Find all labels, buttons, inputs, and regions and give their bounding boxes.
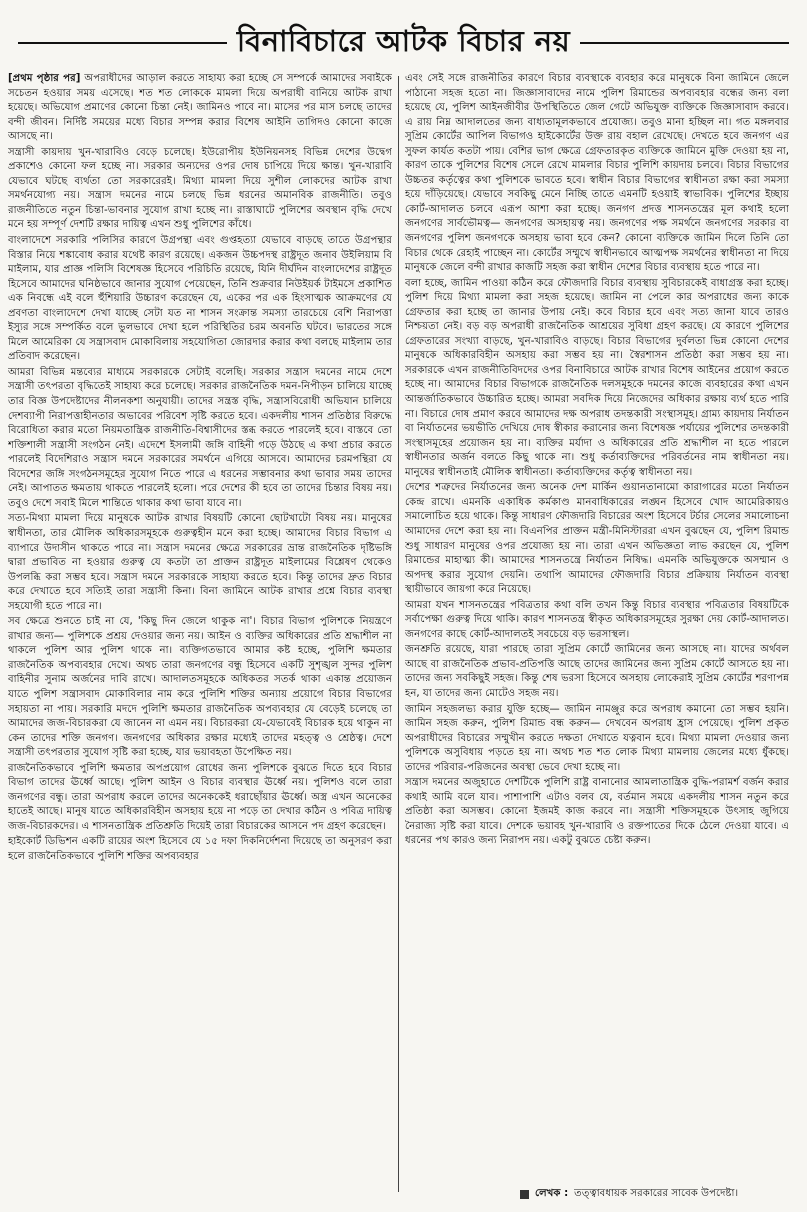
- paragraph: সন্ত্রাসী কায়দায় খুন-খারাবিও বেড়ে চলেছে। ইউরোপীয় ইউনিয়নসহ বিভিন্ন দেশের উদ্বেগ প্রকাশেও কোনো ফল হচ্ছে না। সরকার অন্যদের ওপর দোষ চাপিয়ে দিয়ে ক্ষান্ত। খুন-খারাবি যেভাবে ঘটছে ব্যর্থতা তো সরকারেরই। মিথ্যা মামলা দিয়ে সুশীল লোকদের আটক রাখা সমর্থনযোগ্য নয়। সন্ত্রাস দমনের নামে চলছে ভিন্ন ধরনের অমানবিক রাজনীতি। তবুও রাজনীতিতে নতুন চিন্তা-ভাবনার সুযোগ রাখা হচ্ছে না। রাস্তাঘাটে পুলিশের অবস্থান বৃদ্ধি দেখে মনে হয় সম্পূর্ণ দেশটি রক্ষার দায়িত্ব এখন শুধু পুলিশের কাঁধে।: [8, 146, 392, 231]
- headline-rule-right: [580, 42, 789, 44]
- paragraph: দেশের শত্রুদের নির্যাতনের জন্য অনেক দেশ মার্কিন গুয়ানতানামো কারাগারের মতো নির্যাতন কেন্দ্র রাখে। এমনকি একাধিক কর্মকাণ্ড মানবাধিকারের লঙ্ঘন হিসেবে খোদ আমেরিকায়ও সমালোচিত হয়ে থাকে। কিন্তু সাধারণ ফৌজদারি বিচারের অংশ হিসেবে টর্চার সেলের সমালোচনা আমাদের দেশে করা হয় না। বিএনপির প্রাক্তন মন্ত্রী-মিনিস্টাররা এখন বুঝছেন যে, পুলিশ রিমান্ড শুধু সাধারণ মানুষের ওপর প্রযোজ্য হয় না। তারা এখন অভিজ্ঞতা লাভ করছেন যে, পুলিশ রিমান্ডের মাহাত্ম্য কী। আমাদের শাসনতন্ত্রে নির্যাতন নিষিদ্ধ। এমনকি অভিযুক্তকে অসম্মান ও অপদস্থ করার সুযোগ দেয়নি। তথাপি আমাদের ফৌজদারি বিচার প্রক্রিয়ায় নির্যাতন ব্যবস্থা স্থায়ীভাবে জায়গা করে নিয়েছে।: [405, 482, 789, 596]
- paragraph: সত্য-মিথ্যা মামলা দিয়ে মানুষকে আটক রাখার বিষয়টি কোনো ছোটখাটো বিষয় নয়। মানুষের স্বাধীনতা, তার মৌলিক অধিকারসমূহকে গুরুত্বহীন মনে করা হচ্ছে। আমাদের বিচার বিভাগ এ ব্যাপারে উদাসীন থাকতে পারে না। সন্ত্রাস দমনের ক্ষেত্রে সরকারের ভ্রান্ত রাজনৈতিক দৃষ্টিভঙ্গি দ্বারা প্রভাবিত না হওয়ার গুরুত্ব যে কতটা তা প্রাক্তন রাষ্ট্রদূত মাইলামের বিশ্লেষণ থেকেও উপলব্ধি করা সম্ভব হবে। সন্ত্রাস দমনে সরকারকে সাহায্য করতে হবে। কিন্তু তাদের দ্রুত বিচার করে দেখাতে হবে সত্যিই তারা সন্ত্রাসী কিনা। বিনা জামিনে আটক রাখার প্রশ্নে বিচার ব্যবস্থা সহযোগী হতে পারে না।: [8, 513, 392, 612]
- headline-rule-left: [18, 42, 227, 44]
- paragraph: হাইকোর্ট ডিভিশন একটি রায়ের অংশ হিসেবে যে ১৫ দফা দিকনির্দেশনা দিয়েছে তা অনুসরণ করা হলে রাজনৈতিকভাবে পুলিশি শক্তির অপব্যবহার: [8, 836, 392, 862]
- paragraph: বলা হচ্ছে, জামিন পাওয়া কঠিন করে ফৌজদারি বিচার ব্যবস্থায় সুবিচারকেই বাধাগ্রস্ত করা হচ্ছে। পুলিশ দিয়ে মিথ্যা মামলা করা সহজ হয়েছে। জামিন না পেলে কার অপরাধের জন্য কাকে গ্রেফতার করা হচ্ছে তা জানার উপায় নেই। কবে বিচার হবে এবং সত্য জানা যাবে তারও নিশ্চয়তা নেই। বড় বড় অপরাধী রাজনৈতিক আশ্রয়ের সুবিধা গ্রহণ করছে। যে কারণে পুলিশের গ্রেফতারের সংখ্যা বাড়ছে, খুন-খারাবিও বাড়ছে। বিচার বিভাগের দুর্বলতা ভিন্ন কোনো দেশের মানুষকে অধিকারবিহীন অসহায় করা সম্ভব হয় না। স্বৈরশাসন প্রতিষ্ঠা করা সম্ভব হয় না। সরকারকে এখন রাজনীতিবিদদের ওপর বিনাবিচারে আটক রাখার বিশেষ আইনের প্রয়োগ করতে হচ্ছে না। আমাদের বিচার বিভাগকে রাজনৈতিক দলসমূহকে দমনের কাজে ব্যবহারের কথা এখন আন্তর্জাতিকভাবে উচ্চারিত হচ্ছে। আমরা সবদিক দিয়ে নিজেদের অধিকার রক্ষায় ব্যর্থ হতে পারি না। বিচারে দোষ প্রমাণ করবে আমাদের দক্ষ অপরাধ তদন্তকারী সংস্থাসমূহ। গ্রাম্য কায়দায় নির্যাতন বা নির্যাতনের ভয়ভীতি দেখিয়ে দোষ স্বীকার করানোর জন্য বিশেষজ্ঞ পর্যায়ের পুলিশের তদন্তকারী সংস্থাসমূহের প্রয়োজন হয় না। ব্যক্তির মর্যাদা ও অধিকারের প্রতি শ্রদ্ধাশীল না হতে পারলে স্বাধীনতার অর্জন বলতে কিছু থাকে না। শুধু কর্তাব্যক্তিদের পরিবর্তনের নাম স্বাধীনতা নয়। মানুষের স্বাধীনতাই মৌলিক স্বাধীনতা। কর্তাব্যক্তিদের কর্তৃত্ব স্বাধীনতা নয়।: [405, 277, 789, 478]
- column-divider: [398, 76, 399, 1192]
- author-text: তত্ত্বাবধায়ক সরকারের সাবেক উপদেষ্টা।: [574, 1188, 739, 1199]
- headline: বিনাবিচারে আটক বিচার নয়: [236, 23, 571, 58]
- paragraph: আমরা বিভিন্ন মন্তব্যের মাধ্যমে সরকারকে সেটাই বলেছি। সরকার সন্ত্রাস দমনের নামে দেশে সন্ত্রাসী তৎপরতা বৃদ্ধিতেই সাহায্য করে চলেছে। সরকার রাজনৈতিক দমন-নিপীড়ন চালিয়ে যাচ্ছে তার বিজ্ঞ উপদেষ্টাদের নীলনকশা অনুযায়ী। তাদের সন্ত্রস্ত বৃদ্ধি, সন্ত্রাসবিরোধী অভিযান চালিয়ে দেশব্যাপী নিরাপত্তাহীনতার অভাবের পরিবেশ সৃষ্টি করতে হবে। একদলীয় শাসন প্রতিষ্ঠার বিরুদ্ধে বিরোধিতা করার মতো নিয়মতান্ত্রিক রাজনীতি-বিশ্বাসীদের স্তব্ধ করতে পারলেই হবে। বাস্তবে তো শক্তিশালী সন্ত্রাসী সংগঠন নেই। এদেশে ইসলামী জঙ্গি বাহিনী গড়ে উঠছে এ কথা প্রচার করতে পারলেই বিদেশিরাও সন্ত্রাস দমনে সরকারের সমর্থনে এগিয়ে আসবে। আমাদের চরমপন্থিরা যে বিদেশের জঙ্গি সংগঠনসমূহের সুযোগ নিতে পারে এ ধরনের সম্ভাবনার কথা ভাবার সময় তাদের নেই। আপাতত ক্ষমতায় থাকতে পারলেই হলো। পরে দেশের কী হবে তা তাদের চিন্তার বিষয় নয়। তবুও দেশে সবাই মিলে শান্তিতে থাকার কথা ভাবা যাবে না।: [8, 366, 392, 509]
- paragraph: সন্ত্রাস দমনের অজুহাতে দেশটিকে পুলিশি রাষ্ট্র বানানোর আমলাতান্ত্রিক বুদ্ধি-পরামর্শ বর্জন করার কথাই আমি বলে যাব। পাশাপাশি এটাও বলব যে, বর্তমান সময়ে একদলীয় শাসন নতুন করে প্রতিষ্ঠা করা অসম্ভব। কোনো ইজমই কাজ করবে না। সন্ত্রাসী শক্তিসমূহকে উৎসাহ জুগিয়ে নৈরাজ্য সৃষ্টি করা যাবে। দেশকে ভয়াবহ খুন-খারাবি ও রক্তপাতের দিকে ঠেলে দেওয়া যাবে। এ ধরনের পথ কারও জন্য নিরাপদ নয়। একটু বুঝতে চেষ্টা করুন।: [405, 777, 789, 847]
- paragraph: রাজনৈতিকভাবে পুলিশি ক্ষমতার অপপ্রয়োগ রোধের জন্য পুলিশকে বুঝতে দিতে হবে বিচার বিভাগ তাদের ঊর্ধ্বে আছে। পুলিশ আইন ও বিচার ব্যবস্থার ঊর্ধ্বে নয়। পুলিশও বলে তারা জনগণের বন্ধু। তারা অপরাধ করলে তাদের অনেককেই ধরাছোঁয়ার ঊর্ধ্বে। অস্ত্র এখন অনেকের হাতেই আছে। মানুষ যাতে অধিকারবিহীন অসহায় হয়ে না পড়ে তা দেখার কঠিন ও পবিত্র দায়িত্ব জজ-বিচারকদের। এ শাসনতান্ত্রিক প্রতিশ্রুতি দিয়েই তারা বিচারকের আসনে পদ গ্রহণ করেছেন।: [8, 762, 392, 832]
- paragraph: এবং সেই সঙ্গে রাজনীতির কারণে বিচার ব্যবস্থাকে ব্যবহার করে মানুষকে বিনা জামিনে জেলে পাঠানো সহজ হতো না। জিজ্ঞাসাবাদের নামে পুলিশ রিমান্ডের অপব্যবহার বন্ধের জন্য বলা হয়েছে যে, পুলিশ আইনজীবীর উপস্থিতিতে জেল গেটে অভিযুক্ত ব্যক্তিকে জিজ্ঞাসাবাদ করবে। এ রায় নিম্ন আদালতের জন্য বাধ্যতামূলকভাবে প্রযোজ্য। তবুও মানা হচ্ছিল না। গত মঙ্গলবার সুপ্রিম কোর্টের আপিল বিভাগও হাইকোর্টের উক্ত রায় বহাল রেখেছে। দেখতে হবে জনগণ এর সুফল কার্যত কতটা পায়। বেশির ভাগ ক্ষেত্রে গ্রেফতারকৃত ব্যক্তিকে জামিনে মুক্তি দেওয়া হয় না, কারণ তাকে পুলিশের বিশেষ সেলে রেখে মামলার বিচার পুলিশি কায়দায় চলবে। বিচার বিভাগের উচ্চতর কর্তৃত্বের কথা পুলিশকে ভাবতে হবে। স্বাধীন বিচার বিভাগের স্বাধীনতা রক্ষা করা সমস্যা হয়ে দাঁড়িয়েছে। যেভাবে সবকিছু মেনে নিচ্ছি তাতে এমনটি হওয়াই স্বাভাবিক। পুলিশের ইচ্ছায় কোর্ট-আদালত চলবে এরূপ আশা করা হচ্ছে। জনগণ প্রদত্ত শাসনতন্ত্রের মূল কথাই হলো জনগণের সার্বভৌমত্ব— জনগণের অসহায়ত্ব নয়। জনগণের পক্ষ সমর্থনে জনগণের সরকার বা জনগণের পুলিশ জনগণকে অসহায় ভাবা হবে কেন? কোনো ব্যক্তিকে জামিন দিলে তিনি তো বিচার থেকে রেহাই পাচ্ছেন না। কোর্টের সম্মুখে স্বাধীনভাবে আত্মপক্ষ সমর্থনের স্বাধীনতা না দিয়ে মানুষকে জেলে বন্দী রাখার কাজটি সহজ করা স্বাধীন দেশের বিচার ব্যবস্থায় হতে পারে না।: [405, 73, 789, 274]
- paragraph-text: অপরাধীদের আড়াল করতে সাহায্য করা হচ্ছে সে সম্পর্কে আমাদের সবাইকে সচেতন হওয়ার সময় এসেছে। শত শত লোককে মামলা দিয়ে অপরাধী বানিয়ে আটক রাখা হয়েছে। অভিযোগ প্রমাণের কোনো চিন্তা নেই। জামিনও পাবে না। মাসের পর মাস চলছে তাদের বন্দী জীবন। নির্দিষ্ট সময়ের মধ্যে বিচার সম্পন্ন করার বিশেষ আইনি তাগিদও কোনো কাজে আসছে না।: [8, 73, 392, 143]
- article-column-left: [8, 72, 392, 1192]
- headline-bar: [8, 14, 799, 72]
- author-label: লেখক :: [535, 1188, 569, 1199]
- square-bullet-icon: [520, 1190, 529, 1199]
- paragraph: বাংলাদেশে সরকারি পলিসির কারণে উগ্রপন্থা এবং গুপ্তহত্যা যেভাবে বাড়ছে তাতে উগ্রপন্থার বিস্তার নিয়ে শঙ্কাবোধ করার যথেষ্ট কারণ রয়েছে। একজন উচ্চপদস্থ রাষ্ট্রদূত জনাব উইলিয়াম বি মাইলাম, যার প্রাজ্ঞ পলিসি বিশেষজ্ঞ হিসেবে পরিচিতি রয়েছে, যিনি দীর্ঘদিন বাংলাদেশের রাষ্ট্রদূত হিসেবে আমাদের ঘনিষ্ঠভাবে জানার সুযোগ পেয়েছেন, তিনি শুক্রবার নিউইয়র্ক টাইমসে প্রকাশিত এক নিবন্ধে এই বলে হুঁশিয়ারি উচ্চারণ করেছেন যে, একের পর এক হিংসাত্মক আক্রমণের যে প্রবণতা বাংলাদেশে দেখা যাচ্ছে সেটা যত না শাসন সংক্রান্ত সমস্যা তারচেয়ে বেশি নিরাপত্তা ইস্যুর সঙ্গে সম্পর্কিত বলে ভুলভাবে দেখা হলে পরিস্থিতির চরম অবনতি ঘটবে। ভারতের সঙ্গে মিলে আমেরিকা যে সন্ত্রাসবাদ মোকাবিলায় সহযোগিতা জোরদার করার কথা বলছে মাইলাম তার প্রতিবাদ করেছেন।: [8, 235, 392, 363]
- paragraph: [8, 72, 392, 145]
- paragraph: জনশ্রুতি রয়েছে, যারা পারছে তারা সুপ্রিম কোর্টে জামিনের জন্য আসছে না। যাদের অর্থবল আছে বা রাজনৈতিক প্রভাব-প্রতিপত্তি আছে তাদের জামিনের জন্য সুপ্রিম কোর্টে আসতে হয় না। তাদের জন্য সবকিছুই সহজ। কিন্তু শেষ ভরসা হিসেবে অসহায় লোকেরাই সুপ্রিম কোর্টের শরণাপন্ন হন, যা তাদের জন্য মোটেও সহজ নয়।: [405, 644, 789, 699]
- paragraph: আমরা যখন শাসনতন্ত্রের পবিত্রতার কথা বলি তখন কিন্তু বিচার ব্যবস্থার পবিত্রতার বিষয়টিকে সর্বাপেক্ষা গুরুত্ব দিয়ে থাকি। কারণ শাসনতন্ত্র স্বীকৃত অধিকারসমূহের সুরক্ষা দেয় কোর্ট-আদালত। জনগণের কাছে কোর্ট-আদালতই সবচেয়ে বড় ভরসাস্থল।: [405, 599, 789, 640]
- paragraph: সব ক্ষেত্রে শুনতে চাই না যে, 'কিছু দিন জেলে থাকুক না'। বিচার বিভাগ পুলিশকে নিয়ন্ত্রণে রাখার জন্য— পুলিশকে প্রশ্রয় দেওয়ার জন্য নয়। আইন ও ব্যক্তির অধিকারের প্রতি শ্রদ্ধাশীল না থাকলে পুলিশ আর পুলিশ থাকে না। ব্যক্তিগতভাবে আমার কষ্ট হচ্ছে, পুলিশি ক্ষমতার রাজনৈতিক অপব্যবহার দেখে। অথচ তারা জনগণের বন্ধু হিসেবে একটি সুশৃঙ্খল সুন্দর পুলিশ বাহিনীর সুনাম অর্জনের দাবি রাখে। আদালতসমূহকে অধিকতর সতর্ক থাকা একান্ত প্রয়োজন যাতে পুলিশ সন্ত্রাসবাদ মোকাবিলার নাম করে পুলিশি শক্তির অন্যায় প্রয়োগে বিচার বিভাগের সহায়তা না পায়। সরকারি মদদে পুলিশি ক্ষমতার রাজনৈতিক অপব্যবহার যে বেড়েই চলেছে তা আমাদের জজ-বিচারকরা যে জানেন না এমন নয়। বিচারকরা যে-যেভাবেই বিচারক হয়ে থাকুন না কেন তাদের শক্তি জনগণ। জনগণের অধিকার রক্ষার মধ্যেই তাদের মহত্ত্ব ও শ্রেষ্ঠত্ব। দেশে সন্ত্রাসী তৎপরতার সুযোগ সৃষ্টি করা হচ্ছে, যার ভয়াবহতা উপেক্ষিত নয়।: [8, 616, 392, 759]
- article-column-right: [405, 72, 789, 1192]
- author-byline: [520, 1186, 805, 1203]
- continued-from-tag: [প্রথম পৃষ্ঠার পর]: [8, 73, 81, 84]
- paragraph: জামিন সহজলভ্য করার যুক্তি হচ্ছে— জামিন নামঞ্জুর করে অপরাধ কমানো তো সম্ভব হয়নি। জামিন সহজ করুন, পুলিশ রিমান্ড বন্ধ করুন— দেখবেন অপরাধ হ্রাস পেয়েছে। পুলিশ প্রকৃত অপরাধীদের বিচারের সম্মুখীন করতে দক্ষতা দেখাতে যত্নবান হবে। মিথ্যা মামলা দেওয়ার জন্য পুলিশকে অসুবিধায় পড়তে হয় না। অথচ শত শত লোক মিথ্যা মামলায় জেলের মধ্যে ধুঁকছে। তাদের পরিবার-পরিজনের অবস্থা ভেবে দেখা হচ্ছে না।: [405, 703, 789, 773]
